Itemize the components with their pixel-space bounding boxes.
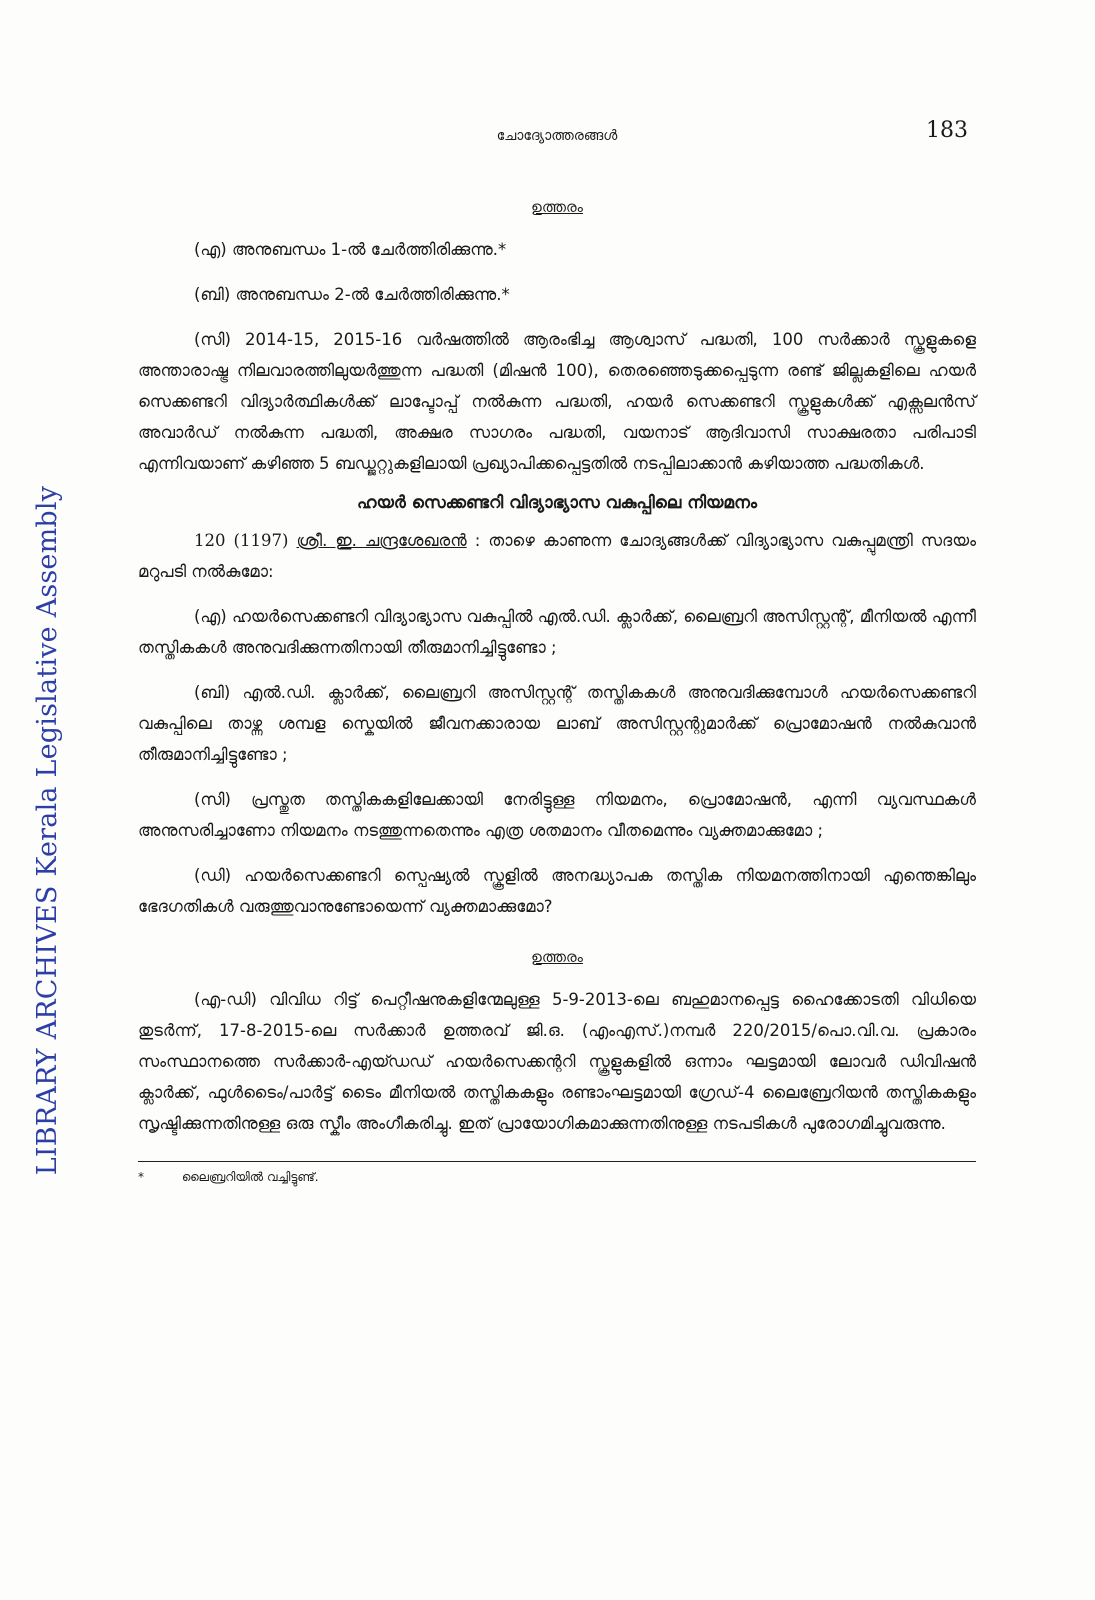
question-number: 120 (1197): [194, 531, 289, 550]
footnote: [138, 1170, 976, 1185]
footnote-marker: *: [138, 1170, 144, 1184]
answer-a-d: (എ-ഡി) വിവിധ റിട്ട് പെറ്റീഷനുകളിന്മേലുള്ള 5-9-2013-ലെ ബഹുമാനപ്പെട്ട ഹൈക്കോടതി വിധിയെ തുടർന്ന്, 17-8-2015-ലെ സർക്കാർ ഉത്തരവ് ജി.ഒ. (എംഎസ്.)നമ്പർ 220/2015/പൊ.വി.വ. പ്രകാരം സംസ്ഥാനത്തെ സർക്കാർ-എയ്ഡഡ് ഹയർസെക്കന്ററി സ്കൂളുകളിൽ ഒന്നാം ഘട്ടമായി ലോവർ ഡിവിഷൻ ക്ലാർക്ക്, ഫുൾടൈം/പാർട്ട് ടൈം മീനിയൽ തസ്തികകളും രണ്ടാംഘട്ടമായി ഗ്രേഡ്-4 ലൈബ്രേറിയൻ തസ്തികകളും സൃഷ്ടിക്കുന്നതിനുള്ള ഒരു സ്കീം അംഗീകരിച്ചു. ഇത് പ്രായോഗികമാക്കുന്നതിനുള്ള നടപടികൾ പുരോഗമിച്ചുവരുന്നു.: [138, 990, 976, 1133]
member-name: ശ്രീ. ഇ. ചന്ദ്രശേഖരൻ: [296, 531, 467, 550]
answer-heading: ഉത്തരം: [531, 198, 583, 216]
watermark-text: LIBRARY ARCHIVES Kerala Legislative Assembly: [32, 485, 64, 1175]
answer-c: (സി) 2014-15, 2015-16 വർഷത്തിൽ ആരംഭിച്ച ആശ്വാസ് പദ്ധതി, 100 സർക്കാർ സ്കൂളുകളെ അന്താരാഷ്ട്ര നിലവാരത്തിലുയർത്തുന്ന പദ്ധതി (മിഷൻ 100), തെരഞ്ഞെടുക്കപ്പെടുന്ന രണ്ട് ജില്ലകളിലെ ഹയർ സെക്കണ്ടറി വിദ്യാർത്ഥികൾക്ക് ലാപ്ടോപ്പ് നൽകുന്ന പദ്ധതി, ഹയർ സെക്കണ്ടറി സ്കൂളുകൾക്ക് എക്സലൻസ് അവാർഡ് നൽകുന്ന പദ്ധതി, അക്ഷര സാഗരം പദ്ധതി, വയനാട് ആദിവാസി സാക്ഷരതാ പരിപാടി എന്നിവയാണ് കഴിഞ്ഞ 5 ബഡ്ജറ്റുകളിലായി പ്രഖ്യാപിക്കപ്പെട്ടതിൽ നടപ്പിലാക്കാൻ കഴിയാത്ത പദ്ധതികൾ.: [138, 330, 976, 473]
page-header: [138, 110, 976, 158]
footnote-divider: [138, 1161, 976, 1162]
archive-watermark: [18, 460, 78, 1200]
section-title: ഹയർ സെക്കണ്ടറി വിദ്യാഭ്യാസ വകുപ്പിലെ നിയമനം: [357, 493, 757, 513]
question-intro-text: : താഴെ കാണുന്ന ചോദ്യങ്ങൾക്ക് വിദ്യാഭ്യാസ വകുപ്പുമന്ത്രി സദയം മറുപടി നൽകുമോ:: [138, 531, 977, 581]
page-number: 183: [926, 118, 968, 143]
question-b: (ബി) എൽ.ഡി. ക്ലാർക്ക്, ലൈബ്രറി അസിസ്റ്റന്റ് തസ്തികകൾ അനുവദിക്കുമ്പോൾ ഹയർസെക്കണ്ടറി വകുപ്പിലെ താഴ്ന്ന ശമ്പള സ്കെയിൽ ജീവനക്കാരായ ലാബ് അസിസ്റ്റന്റുമാർക്ക് പ്രൊമോഷൻ നൽകുവാൻ തീരുമാനിച്ചിട്ടുണ്ടോ ;: [138, 683, 976, 764]
answer-b: (ബി) അനുബന്ധം 2-ൽ ചേർത്തിരിക്കുന്നു.*: [194, 285, 510, 304]
footnote-text: ലൈബ്രറിയിൽ വച്ചിട്ടുണ്ട്.: [181, 1170, 319, 1184]
answer-a: (എ) അനുബന്ധം 1-ൽ ചേർത്തിരിക്കുന്നു.*: [194, 240, 507, 259]
document-page: [138, 110, 976, 1185]
answer-heading-2: ഉത്തരം: [531, 948, 583, 966]
question-d: (ഡി) ഹയർസെക്കണ്ടറി സ്പെഷ്യൽ സ്കൂളിൽ അനദ്ധ്യാപക തസ്തിക നിയമനത്തിനായി എന്തെങ്കിലും ഭേദഗതികൾ വരുത്തുവാനുണ്ടോയെന്ന് വ്യക്തമാക്കുമോ?: [138, 866, 976, 916]
question-c: (സി) പ്രസ്തുത തസ്തികകളിലേക്കായി നേരിട്ടുള്ള നിയമനം, പ്രൊമോഷൻ, എന്നി വ്യവസ്ഥകൾ അനുസരിച്ചാണോ നിയമനം നടത്തുന്നതെന്നും എത്ര ശതമാനം വീതമെന്നും വ്യക്തമാക്കുമോ ;: [138, 790, 976, 840]
running-title: ചോദ്യോത്തരങ്ങൾ: [496, 128, 618, 144]
question-a: (എ) ഹയർസെക്കണ്ടറി വിദ്യാഭ്യാസ വകുപ്പിൽ എൽ.ഡി. ക്ലാർക്ക്, ലൈബ്രറി അസിസ്റ്റന്റ്, മീനിയൽ എന്നീ തസ്തികകൾ അനുവദിക്കുന്നതിനായി തീരുമാനിച്ചിട്ടുണ്ടോ ;: [138, 607, 976, 657]
question-intro: [138, 525, 976, 587]
